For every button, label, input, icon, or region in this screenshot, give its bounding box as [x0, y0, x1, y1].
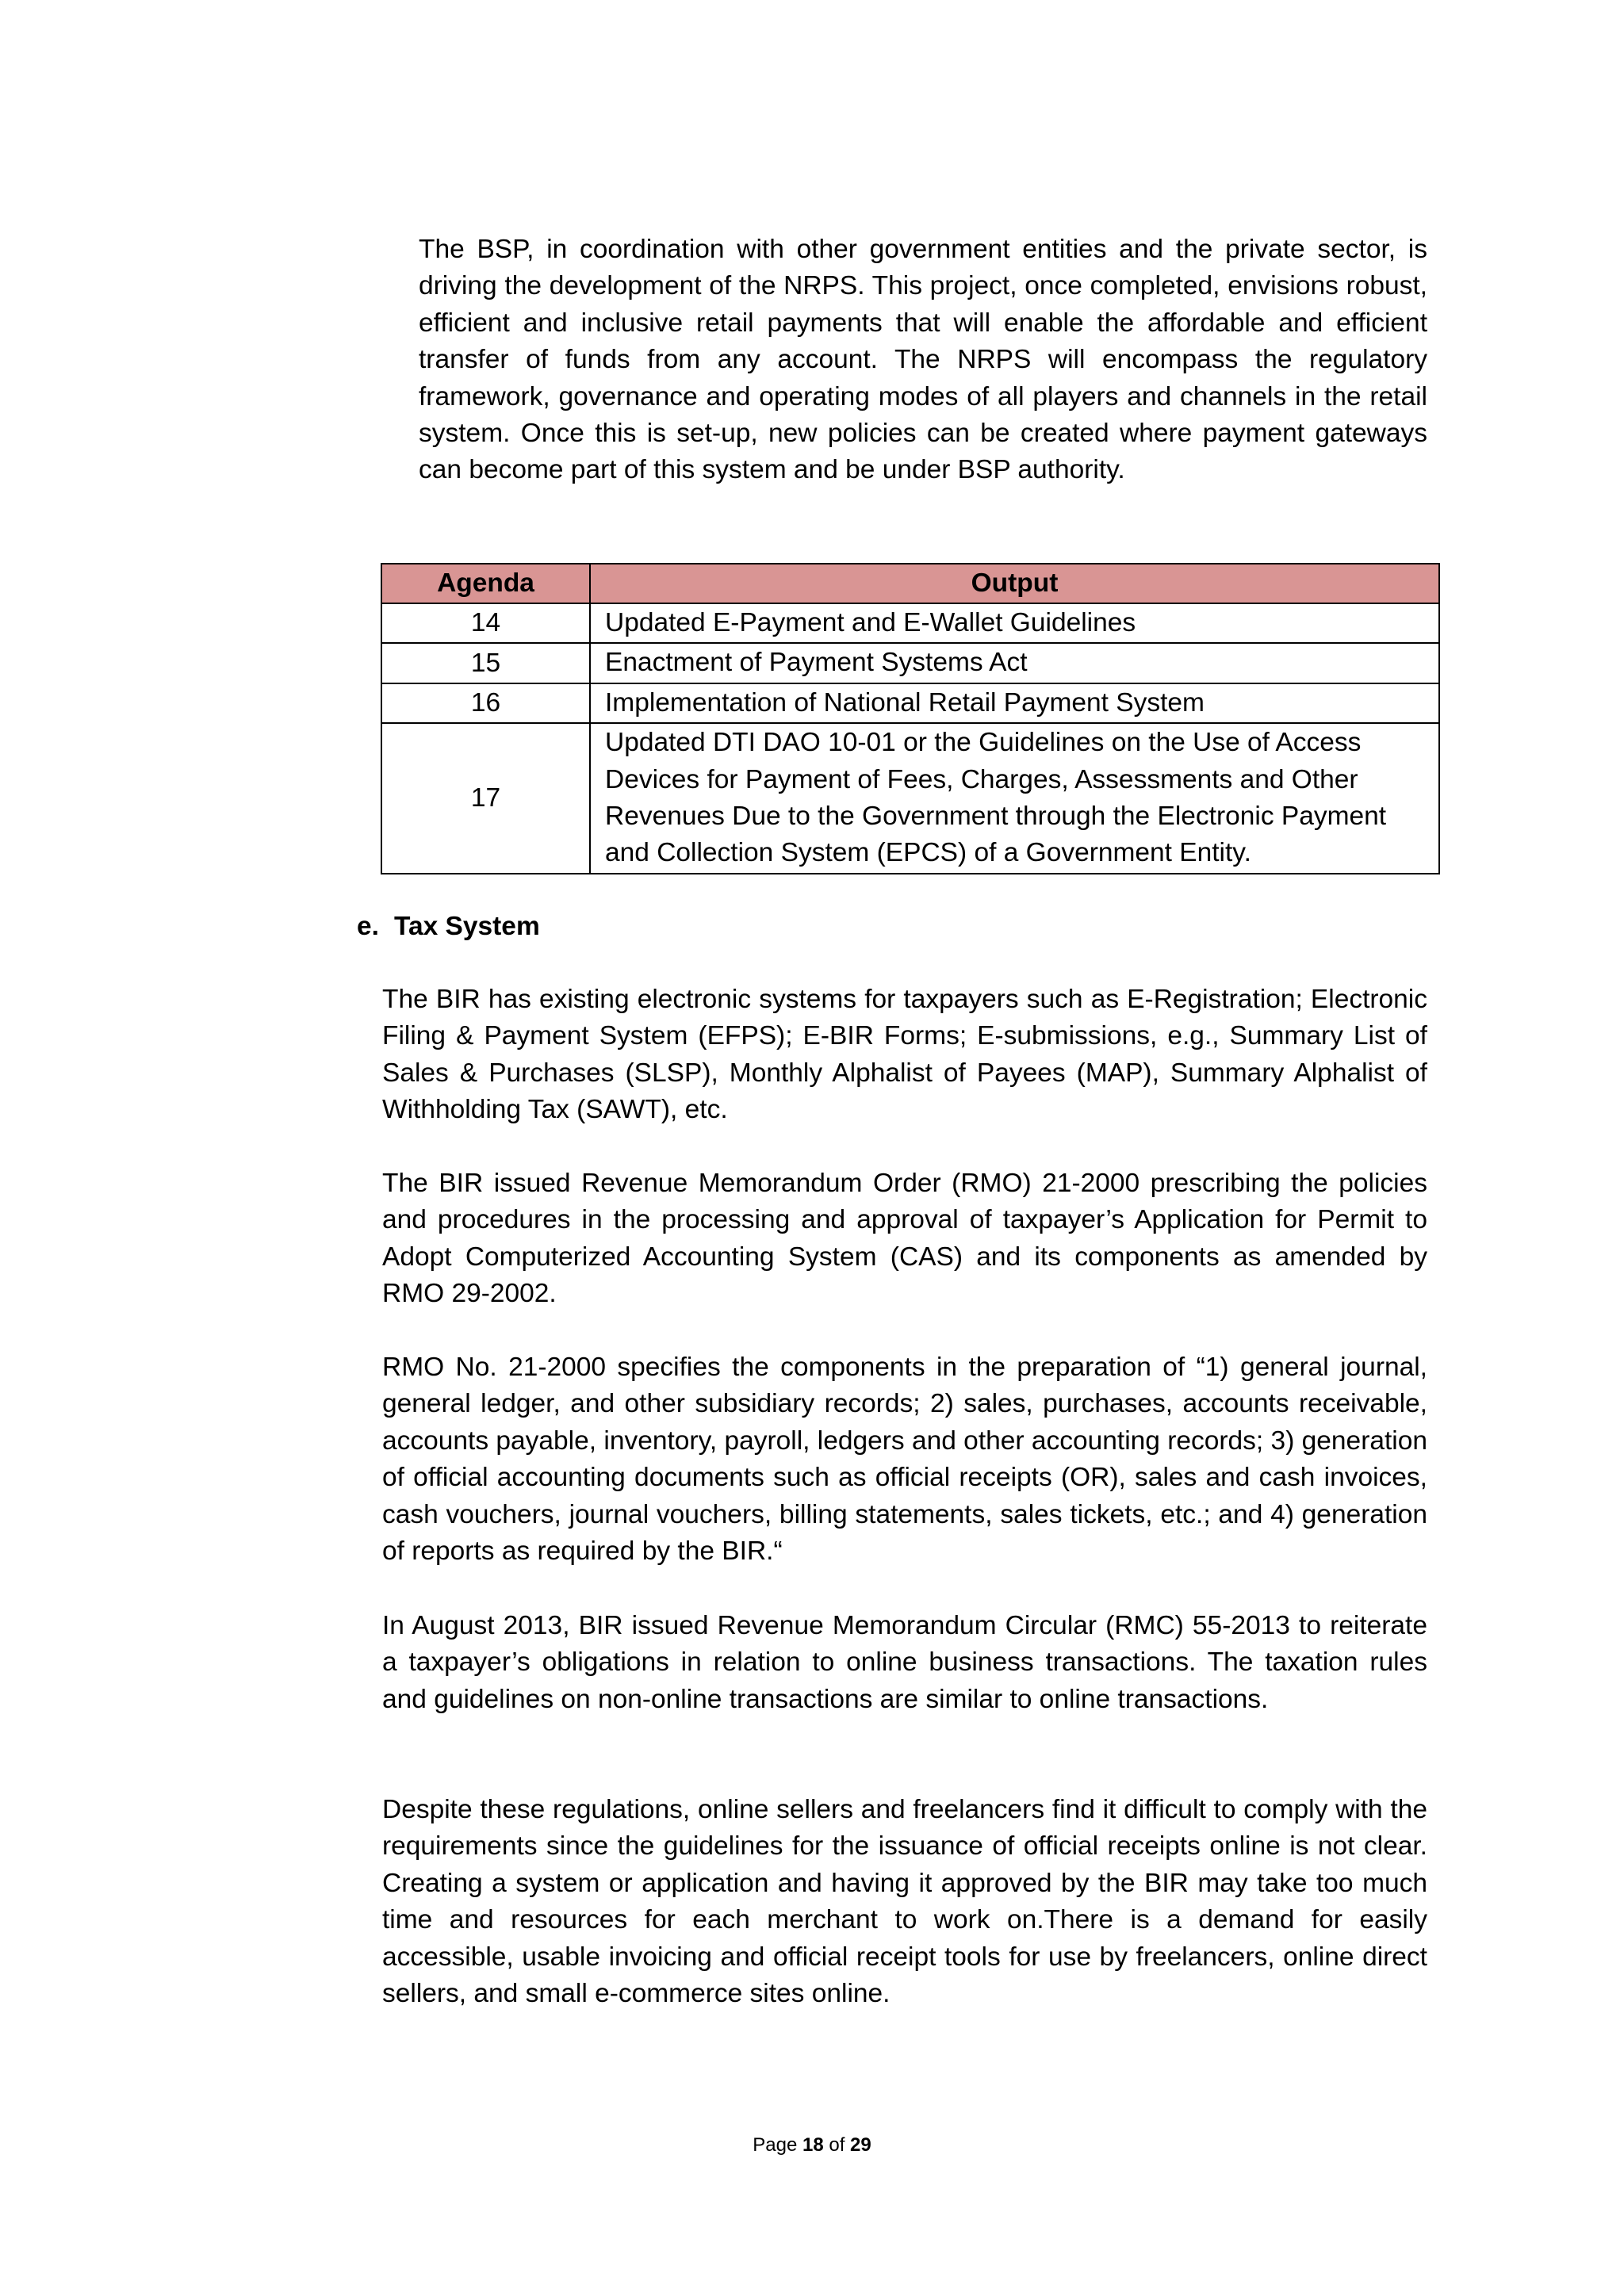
agenda-cell: 16	[381, 683, 590, 723]
output-cell: Updated DTI DAO 10-01 or the Guidelines on the Use of Access Devices for Payment of Fees, Charges, Assessments and Other Revenues Due to the Government through the Electronic Payment and Collection System (EPCS) of a Government Entity.	[590, 723, 1439, 874]
total-pages: 29	[850, 2134, 871, 2156]
output-cell: Updated E-Payment and E-Wallet Guidelines	[590, 603, 1439, 643]
page-footer	[0, 2133, 1624, 2158]
output-cell: Enactment of Payment Systems Act	[590, 643, 1439, 683]
table-header-row	[381, 564, 1439, 603]
intro-paragraph: The BSP, in coordination with other government entities and the private sector, is driving the development of the NRPS. This project, once completed, envisions robust, efficient and inclusive retail payments that will enable the affordable and efficient transfer of funds from any account. The NRPS will encompass the regulatory framework, governance and operating modes of all players and channels in the retail system. Once this is set-up, new policies can be created where payment gateways can become part of this system and be under BSP authority.	[419, 235, 1427, 485]
page-number: 18	[802, 2134, 824, 2156]
output-cell: Implementation of National Retail Payment System	[590, 683, 1439, 723]
output-column-header: Output	[590, 564, 1439, 603]
rmc-paragraph: In August 2013, BIR issued Revenue Memorandum Circular (RMC) 55-2013 to reiterate a taxpayer’s obligations in relation to online business transactions. The taxation rules and guidelines on non-online transactions are similar to online transactions.	[382, 1611, 1427, 1714]
table-row	[381, 683, 1439, 723]
table-row	[381, 643, 1439, 683]
page-label: Page	[753, 2134, 798, 2156]
section-heading	[357, 909, 540, 945]
of-label: of	[829, 2134, 845, 2156]
agenda-cell: 14	[381, 603, 590, 643]
rmo-components-paragraph: RMO No. 21-2000 specifies the components in the preparation of “1) general journal, general ledger, and other subsidiary records; 2) sales, purchases, accounts receivable, accounts payable, inventory, payroll, ledgers and other accounting records; 3) generation of official accounting documents such as official receipts (OR), sales and cash invoices, cash vouchers, journal vouchers, billing statements, sales tickets, etc.; and 4) generation of reports as required by the BIR.“	[382, 1353, 1427, 1567]
agenda-output-table	[381, 563, 1440, 874]
section-title: Tax System	[394, 912, 540, 941]
agenda-cell: 17	[381, 723, 590, 874]
rmo-issuance-paragraph: The BIR issued Revenue Memorandum Order (RMO) 21-2000 prescribing the policies and procedures in the processing and approval of taxpayer’s Application for Permit to Adopt Computerized Accounting System (CAS) and its components as amended by RMO 29-2002.	[382, 1169, 1427, 1309]
table-row	[381, 723, 1439, 874]
table-row	[381, 603, 1439, 643]
section-letter: e.	[357, 912, 379, 941]
agenda-column-header: Agenda	[381, 564, 590, 603]
compliance-paragraph: Despite these regulations, online sellers and freelancers find it difficult to comply with the requirements since the guidelines for the issuance of official receipts online is not clear. Creating a system or application and having it approved by the BIR may take too much time and resources for each merchant to work on.There is a demand for easily accessible, usable invoicing and official receipt tools for use by freelancers, online direct sellers, and small e-commerce sites online.	[382, 1795, 1427, 2009]
bir-systems-paragraph: The BIR has existing electronic systems for taxpayers such as E-Registration; Electronic Filing & Payment System (EFPS); E-BIR Forms; E-submissions, e.g., Summary List of Sales & Purchases (SLSP), Monthly Alphalist of Payees (MAP), Summary Alphalist of Withholding Tax (SAWT), etc.	[382, 985, 1427, 1125]
agenda-cell: 15	[381, 643, 590, 683]
